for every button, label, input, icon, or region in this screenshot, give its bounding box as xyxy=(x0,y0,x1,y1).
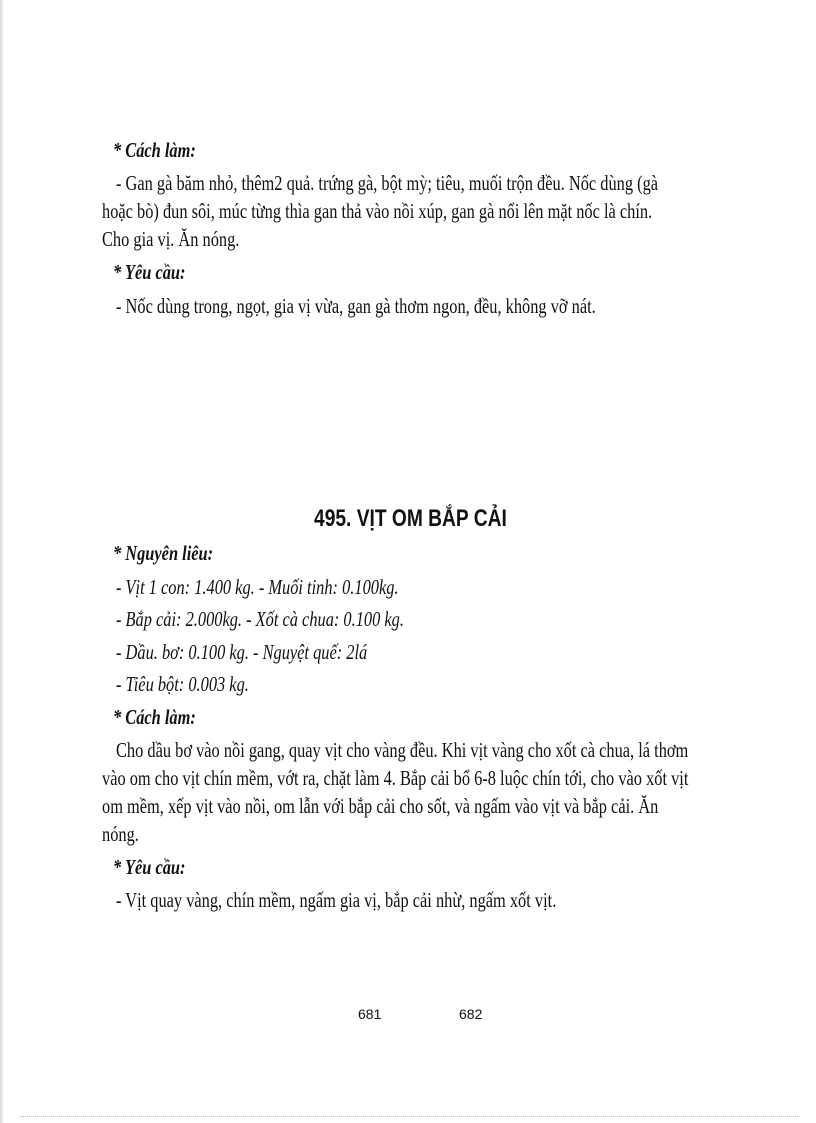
page-edge xyxy=(0,0,4,1123)
ingredient-line: - Dầu. bơ: 0.100 kg. - Nguyệt quế: 2lá xyxy=(116,640,368,664)
ingredients-heading: * Nguyên liêu: xyxy=(113,541,214,565)
method-line: om mềm, xếp vịt vào nồi, om lẫn với bắp cải cho sốt, và ngấm vào vịt và bắp cải. Ăn xyxy=(102,794,659,818)
page-number-left: 681 xyxy=(358,1006,382,1022)
requirements-line: - Vịt quay vàng, chín mềm, ngấm gia vị, bắp cải nhừ, ngấm xốt vịt. xyxy=(116,888,557,912)
method-line: Cho dầu bơ vào nồi gang, quay vịt cho vàng đều. Khi vịt vàng cho xốt cà chua, lá thơm xyxy=(116,738,689,762)
requirements-heading-2: * Yêu cầu: xyxy=(113,855,186,879)
method-line: - Gan gà băm nhỏ, thêm2 quả. trứng gà, bột mỳ; tiêu, muối trộn đều. Nốc dùng (gà xyxy=(116,171,659,195)
method-heading-1: * Cách làm: xyxy=(113,138,196,162)
method-line: nóng. xyxy=(102,822,139,846)
method-heading-2: * Cách làm: xyxy=(113,705,196,729)
ingredient-line: - Bắp cải: 2.000kg. - Xốt cà chua: 0.100 kg. xyxy=(116,607,404,631)
method-line: hoặc bò) đun sôi, múc từng thìa gan thả vào nồi xúp, gan gà nổi lên mặt nốc là chín. xyxy=(102,199,653,223)
method-line: vào om cho vịt chín mềm, vớt ra, chặt làm 4. Bắp cải bổ 6-8 luộc chín tới, cho vào xốt vịt xyxy=(102,766,689,790)
requirements-line: - Nốc dùng trong, ngọt, gia vị vừa, gan gà thơm ngon, đều, không vỡ nát. xyxy=(116,294,596,318)
requirements-heading-1: * Yêu cầu: xyxy=(113,260,186,284)
method-line: Cho gia vị. Ăn nóng. xyxy=(102,227,240,251)
ingredient-line: - Tiêu bột: 0.003 kg. xyxy=(116,672,249,696)
page-number-right: 682 xyxy=(459,1006,483,1022)
bottom-rule xyxy=(20,1116,800,1118)
ingredient-line: - Vịt 1 con: 1.400 kg. - Muối tinh: 0.100kg. xyxy=(116,575,399,599)
recipe-title: 495. VỊT OM BẮP CẢI xyxy=(314,505,507,532)
